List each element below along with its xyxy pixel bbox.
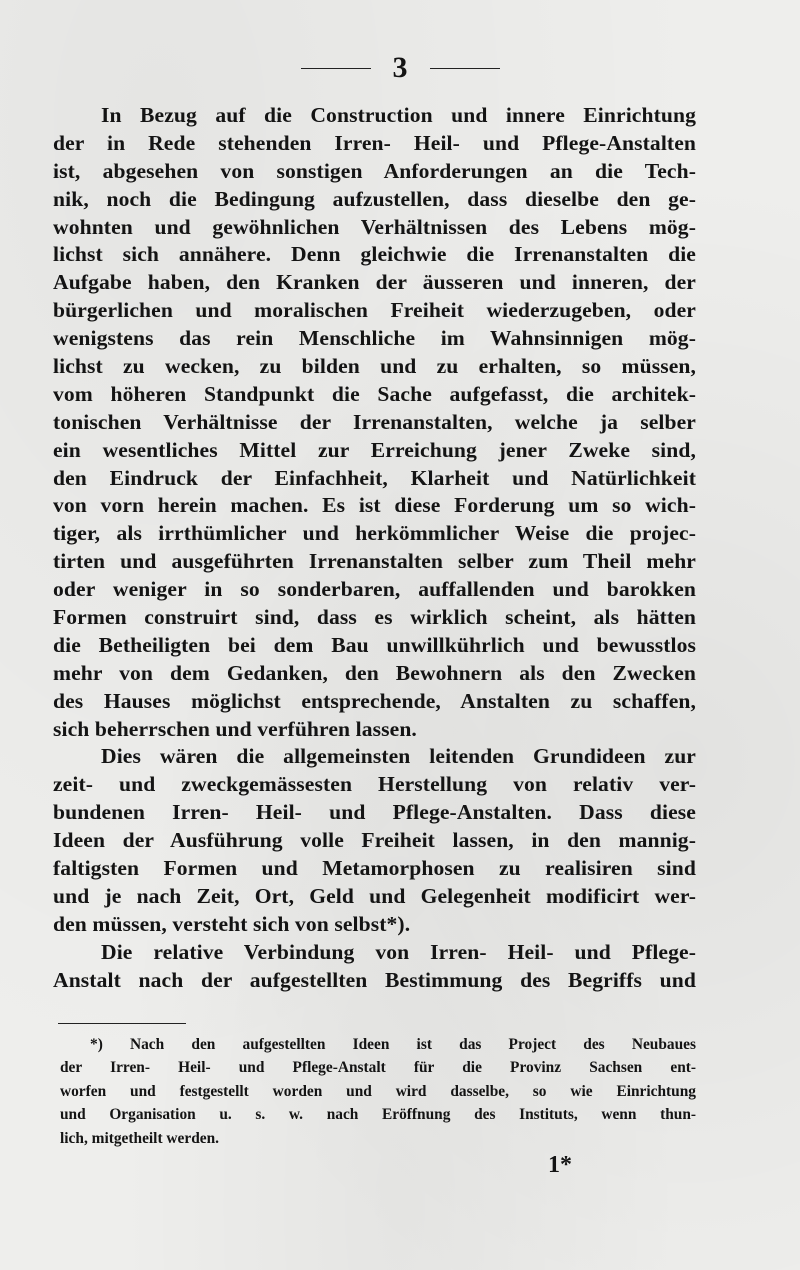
- text-line: lichst sich annähere. Denn gleichwie die Irrenanstalten die: [53, 242, 696, 267]
- text-line: bundenen Irren- Heil- und Pflege-Anstalten. Dass diese: [53, 800, 696, 825]
- text-line: die Betheiligten bei dem Bau unwillkührlich und bewusstlos: [53, 632, 696, 657]
- text-line: des Hauses möglichst entsprechende, Anstalten zu schaffen,: [53, 688, 696, 713]
- page-number: 3: [392, 51, 408, 84]
- page-header: [0, 48, 800, 88]
- text-line: bürgerlichen und moralischen Freiheit wiederzugeben, oder: [53, 298, 696, 323]
- footnote: [60, 1033, 696, 1150]
- text-line: oder weniger in so sonderbaren, auffallenden und barokken: [53, 577, 696, 602]
- text-line: von vorn herein machen. Es ist diese Forderung um so wich-: [53, 493, 696, 518]
- text-line: wenigstens das rein Menschliche im Wahnsinnigen mög-: [53, 326, 696, 351]
- text-line: tiger, als irrthümlicher und herkömmlicher Weise die projec-: [53, 521, 696, 546]
- footnote-line: der Irren- Heil- und Pflege-Anstalt für die Provinz Sachsen ent-: [60, 1059, 696, 1077]
- signature-mark: 1*: [548, 1152, 572, 1178]
- text-line: nik, noch die Bedingung aufzustellen, dass dieselbe den ge-: [53, 186, 696, 211]
- header-rule-right: [430, 68, 500, 69]
- text-line: Aufgabe haben, den Kranken der äusseren und inneren, der: [53, 270, 696, 295]
- text-line: ein wesentliches Mittel zur Erreichung jener Zweke sind,: [53, 437, 696, 462]
- text-line: wohnten und gewöhnlichen Verhältnissen des Lebens mög-: [53, 214, 696, 239]
- text-line: Dies wären die allgemeinsten leitenden Grundideen zur: [101, 744, 696, 769]
- text-line: faltigsten Formen und Metamorphosen zu realisiren sind: [53, 856, 696, 881]
- text-line: Formen construirt sind, dass es wirklich scheint, als hätten: [53, 605, 696, 630]
- footnote-rule: [58, 1023, 186, 1024]
- text-line: tirten und ausgeführten Irrenanstalten selber zum Theil mehr: [53, 549, 696, 574]
- footnote-line: *) Nach den aufgestellten Ideen ist das Project des Neubaues: [90, 1036, 696, 1053]
- text-line: lichst zu wecken, zu bilden und zu erhalten, so müssen,: [53, 354, 696, 379]
- text-line: mehr von dem Gedanken, den Bewohnern als den Zwecken: [53, 660, 696, 685]
- footnote-line: worfen und festgestellt worden und wird dasselbe, so wie Einrichtung: [60, 1082, 696, 1100]
- text-line: Anstalt nach der aufgestellten Bestimmung des Begriffs und: [53, 967, 696, 992]
- text-line: tonischen Verhältnisse der Irrenanstalten, welche ja selber: [53, 409, 696, 434]
- text-line: Die relative Verbindung von Irren- Heil- und Pflege-: [101, 939, 696, 964]
- text-line: ist, abgesehen von sonstigen Anforderungen an die Tech-: [53, 158, 696, 183]
- text-line: den Eindruck der Einfachheit, Klarheit und Natürlichkeit: [53, 465, 696, 490]
- footnote-line: lich, mitgetheilt werden.: [60, 1129, 220, 1147]
- text-line: In Bezug auf die Construction und innere Einrichtung: [101, 103, 696, 127]
- text-line: den müssen, versteht sich von selbst*).: [53, 911, 411, 936]
- footnote-line: und Organisation u. s. w. nach Eröffnung des Instituts, wenn thun-: [60, 1106, 696, 1124]
- header-rule-left: [301, 68, 371, 69]
- text-line: vom höheren Standpunkt die Sache aufgefasst, die architek-: [53, 381, 696, 406]
- text-line: sich beherrschen und verführen lassen.: [53, 716, 417, 741]
- text-line: zeit- und zweckgemässesten Herstellung von relativ ver-: [53, 772, 696, 797]
- body-text: [53, 102, 696, 995]
- text-line: der in Rede stehenden Irren- Heil- und Pflege-Anstalten: [53, 130, 696, 155]
- text-line: Ideen der Ausführung volle Freiheit lassen, in den mannig-: [53, 828, 696, 853]
- text-line: und je nach Zeit, Ort, Geld und Gelegenheit modificirt wer-: [53, 883, 696, 908]
